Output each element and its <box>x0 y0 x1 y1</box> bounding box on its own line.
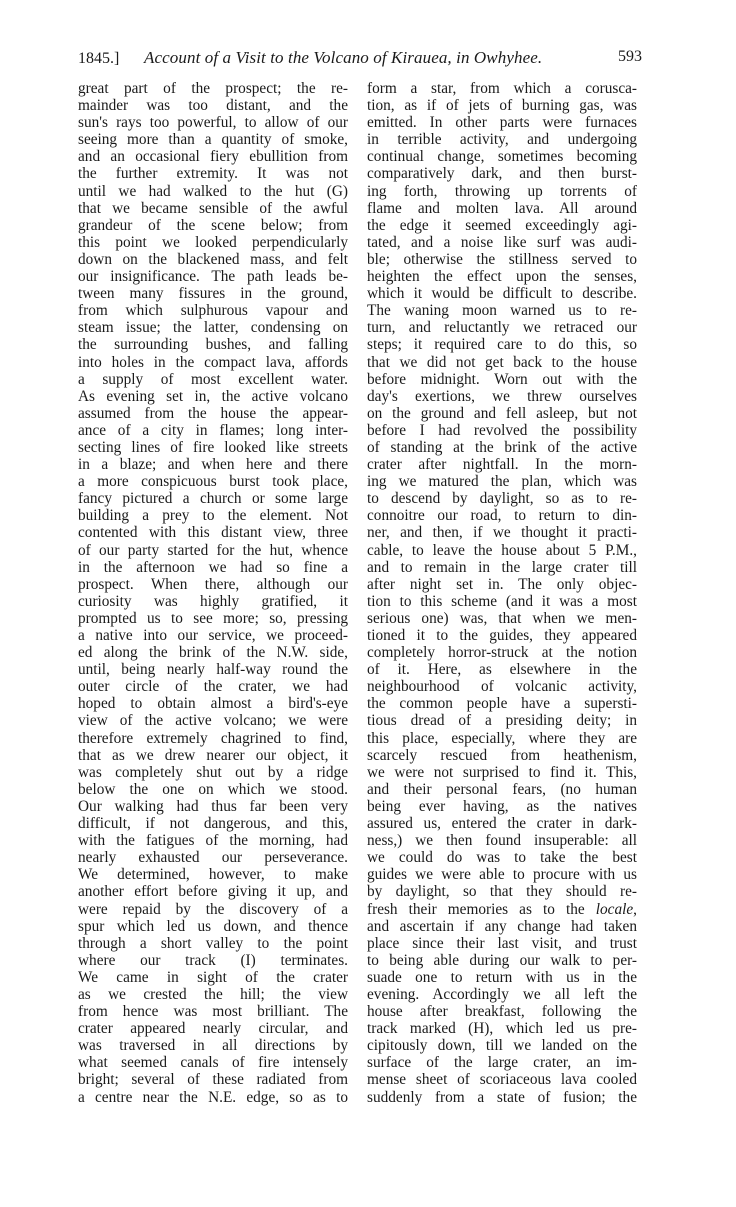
running-header <box>78 48 642 72</box>
text-line: that we did not get back to the house <box>367 353 637 371</box>
text-line: after night set in. The only objec- <box>367 575 637 593</box>
text-line: connoitre our road, to return to din- <box>367 507 637 525</box>
text-line: assumed from the house the appear- <box>78 404 348 422</box>
text-line: and an occasional fiery ebullition from <box>78 148 348 166</box>
text-line: flame and molten lava. All around <box>367 199 637 217</box>
left-column <box>78 80 348 1106</box>
text-line: before midnight. Worn out with the <box>367 370 637 388</box>
text-line: of it. Here, as elsewhere in the <box>367 661 637 679</box>
header-title: Account of a Visit to the Volcano of Kirauea, in Owhyhee. <box>144 48 543 67</box>
text-line: our insignificance. The path leads be- <box>78 268 348 286</box>
text-line: were repaid by the discovery of a <box>78 900 348 918</box>
text-line: tious dread of a presiding deity; in <box>367 712 637 730</box>
text-line: guides we were able to procure with us <box>367 866 637 884</box>
text-line: ner, and then, if we thought it practi- <box>367 524 637 542</box>
text-line: steps; it required care to do this, so <box>367 336 637 354</box>
text-line: that as we drew nearer our object, it <box>78 746 348 764</box>
text-line: fancy pictured a church or some large <box>78 490 348 508</box>
text-line: heighten the effect upon the senses, <box>367 268 637 286</box>
text-line: spur which led us down, and thence <box>78 917 348 935</box>
text-line: with the fatigues of the morning, had <box>78 832 348 850</box>
text-line: neighbourhood of volcanic activity, <box>367 678 637 696</box>
text-line: the common people have a supersti- <box>367 695 637 713</box>
text-line: serious one) was, that when we men- <box>367 609 637 627</box>
text-line: secting lines of fire looked like streets <box>78 438 348 456</box>
text-line: through a short valley to the point <box>78 934 348 952</box>
text-line: tion to this scheme (and it was a most <box>367 592 637 610</box>
text-line: by daylight, so that they should re- <box>367 883 637 901</box>
text-line: on the ground and fell asleep, but not <box>367 404 637 422</box>
text-line: view of the active volcano; we were <box>78 712 348 730</box>
text-line: suddenly from a state of fusion; the <box>367 1088 637 1106</box>
text-line: mainder was too distant, and the <box>78 97 348 115</box>
text-line: steam issue; the latter, condensing on <box>78 319 348 337</box>
text-line: nearly exhausted our perseverance. <box>78 849 348 867</box>
text-line: difficult, if not dangerous, and this, <box>78 815 348 833</box>
text-line: being ever having, as the natives <box>367 797 637 815</box>
text-line: tween many fissures in the ground, <box>78 285 348 303</box>
text-line: contented with this distant view, three <box>78 524 348 542</box>
text-line: ing we matured the plan, which was <box>367 473 637 491</box>
text-line: where our track (I) terminates. <box>78 951 348 969</box>
text-line: track marked (H), which led us pre- <box>367 1020 637 1038</box>
text-line: mense sheet of scoriaceous lava cooled <box>367 1071 637 1089</box>
text-line: Our walking had thus far been very <box>78 797 348 815</box>
text-line: tion, as if of jets of burning gas, was <box>367 97 637 115</box>
text-line: prospect. When there, although our <box>78 575 348 593</box>
text-line: great part of the prospect; the re- <box>78 80 348 97</box>
text-line: a more conspicuous burst took place, <box>78 473 348 491</box>
text-line: was completely shut out by a ridge <box>78 763 348 781</box>
text-line: scarcely rescued from heathenism, <box>367 746 637 764</box>
text-line: therefore extremely chagrined to find, <box>78 729 348 747</box>
text-line: We determined, however, to make <box>78 866 348 884</box>
text-line: was traversed in all directions by <box>78 1037 348 1055</box>
text-line: surface of the large crater, an im- <box>367 1054 637 1072</box>
text-line: the edge it seemed exceedingly agi- <box>367 216 637 234</box>
text-line: below the one on which we stood. <box>78 780 348 798</box>
text-line: seeing more than a quantity of smoke, <box>78 131 348 149</box>
text-line: assured us, entered the crater in dark- <box>367 815 637 833</box>
text-line: and their personal fears, (no human <box>367 780 637 798</box>
text-line: evening. Accordingly we all left the <box>367 985 637 1003</box>
text-line: ness,) we then found insuperable: all <box>367 832 637 850</box>
text-line: a centre near the N.E. edge, so as to <box>78 1088 348 1106</box>
text-line: to being able during our walk to per- <box>367 951 637 969</box>
text-line: hoped to obtain almost a bird's-eye <box>78 695 348 713</box>
text-line: a supply of most excellent water. <box>78 370 348 388</box>
text-line: ance of a city in flames; long inter- <box>78 421 348 439</box>
text-line: building a prey to the element. Not <box>78 507 348 525</box>
text-line: this place, especially, where they are <box>367 729 637 747</box>
text-line: continual change, sometimes becoming <box>367 148 637 166</box>
text-line: until, being nearly half-way round the <box>78 661 348 679</box>
text-line: which it would be difficult to describe. <box>367 285 637 303</box>
text-line: that we became sensible of the awful <box>78 199 348 217</box>
page-number: 593 <box>618 48 642 65</box>
text-line: tioned it to the guides, they appeared <box>367 627 637 644</box>
text-line: in terrible activity, and undergoing <box>367 131 637 149</box>
text-line: we were not surprised to find it. This, <box>367 763 637 781</box>
text-line: in a blaze; and when here and there <box>78 456 348 474</box>
text-line: ed along the brink of the N.W. side, <box>78 644 348 662</box>
header-year: 1845.] <box>78 50 120 67</box>
text-line: prompted us to see more; so, pressing <box>78 609 348 627</box>
text-line: as we crested the hill; the view <box>78 985 348 1003</box>
text-line: form a star, from which a corusca- <box>367 80 637 97</box>
text-line: bright; several of these radiated from <box>78 1071 348 1089</box>
text-line: cipitously down, till we landed on the <box>367 1037 637 1055</box>
text-line: ble; otherwise the stillness served to <box>367 250 637 268</box>
text-line: turn, and reluctantly we retraced our <box>367 319 637 337</box>
text-line: another effort before giving it up, and <box>78 883 348 901</box>
text-line: crater appeared nearly circular, and <box>78 1020 348 1038</box>
text-line: house after breakfast, following the <box>367 1003 637 1021</box>
text-line: what seemed canals of fire intensely <box>78 1054 348 1072</box>
text-line: the surrounding bushes, and falling <box>78 336 348 354</box>
text-line: crater after nightfall. In the morn- <box>367 456 637 474</box>
text-line: this point we looked perpendicularly <box>78 233 348 251</box>
text-line: we could do was to take the best <box>367 849 637 867</box>
text-line: ing forth, throwing up torrents of <box>367 182 637 200</box>
book-page <box>78 48 642 1106</box>
text-line: and ascertain if any change had taken <box>367 917 637 935</box>
text-line: the further extremity. It was not <box>78 165 348 183</box>
text-line: and to remain in the large crater till <box>367 558 637 576</box>
text-line: The waning moon warned us to re- <box>367 302 637 320</box>
text-line: down on the blackened mass, and felt <box>78 250 348 268</box>
text-line: completely horror-struck at the notion <box>367 644 637 662</box>
text-line: before I had revolved the possibility <box>367 421 637 439</box>
text-line: to descend by daylight, so as to re- <box>367 490 637 508</box>
text-line: place since their last visit, and trust <box>367 934 637 952</box>
text-line: As evening set in, the active volcano <box>78 387 348 405</box>
text-line: fresh their memories as to the locale, <box>367 900 637 918</box>
text-line: curiosity was highly gratified, it <box>78 592 348 610</box>
text-line: comparatively dark, and then burst- <box>367 165 637 183</box>
text-line: emitted. In other parts were furnaces <box>367 114 637 132</box>
text-line: in the afternoon we had so fine a <box>78 558 348 576</box>
text-line: suade one to return with us in the <box>367 968 637 986</box>
text-line: from hence was most brilliant. The <box>78 1003 348 1021</box>
text-line: a native into our service, we proceed- <box>78 627 348 644</box>
text-line: cable, to leave the house about 5 P.M., <box>367 541 637 559</box>
text-line: We came in sight of the crater <box>78 968 348 986</box>
text-line: outer circle of the crater, we had <box>78 678 348 696</box>
text-line: tated, and a noise like surf was audi- <box>367 233 637 251</box>
text-line: from which sulphurous vapour and <box>78 302 348 320</box>
text-line: into holes in the compact lava, affords <box>78 353 348 371</box>
italic-word: locale <box>595 900 634 918</box>
text-line: of standing at the brink of the active <box>367 438 637 456</box>
text-line: grandeur of the scene below; from <box>78 216 348 234</box>
right-column <box>367 80 637 1106</box>
text-line: day's exertions, we threw ourselves <box>367 387 637 405</box>
text-line: sun's rays too powerful, to allow of our <box>78 114 348 132</box>
text-line: until we had walked to the hut (G) <box>78 182 348 200</box>
text-line: of our party started for the hut, whence <box>78 541 348 559</box>
